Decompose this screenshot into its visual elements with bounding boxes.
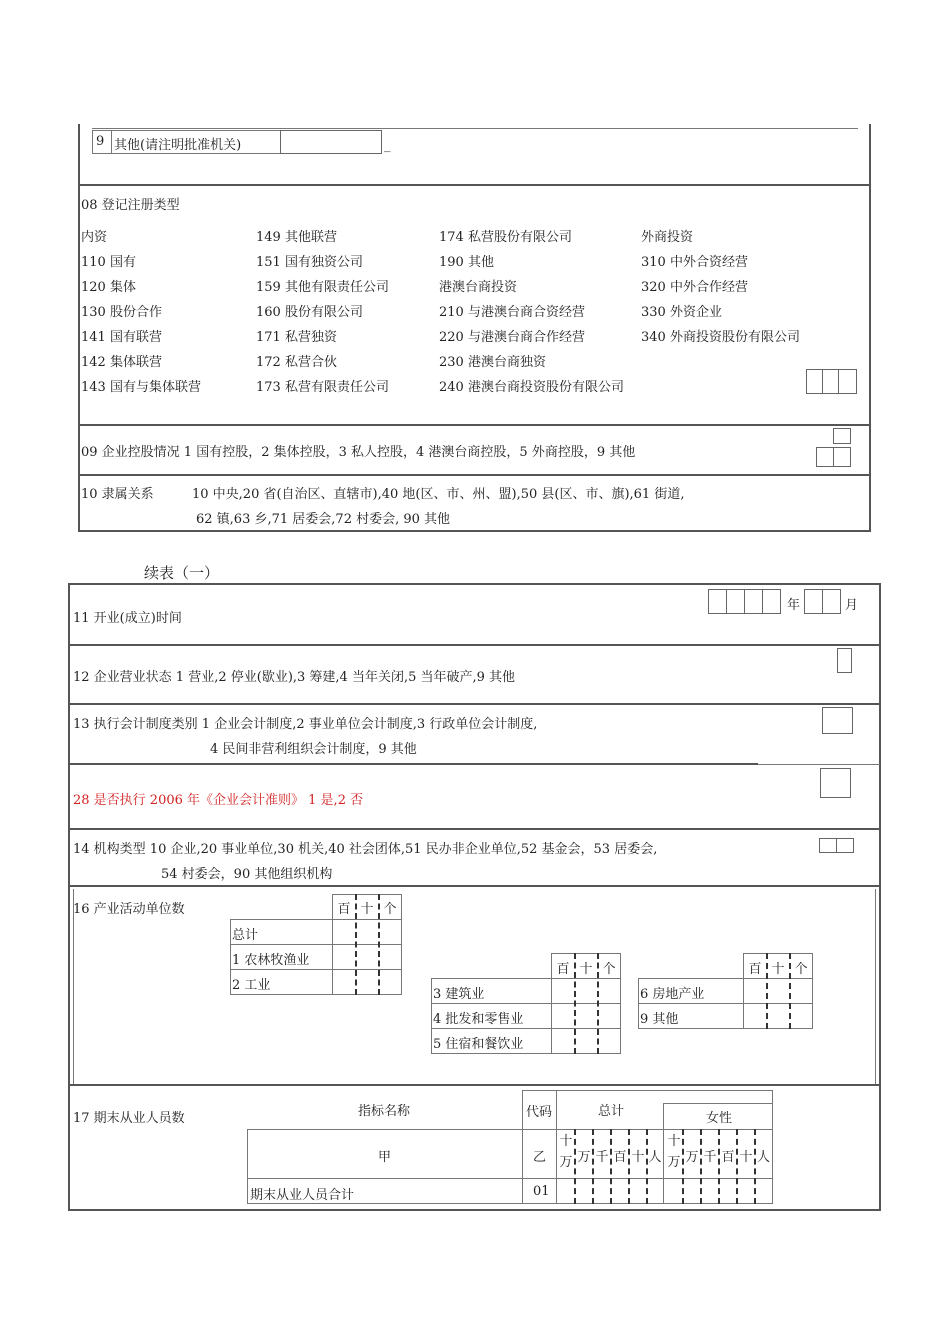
- digit-header: 个: [794, 962, 808, 977]
- s08-item: 120 集体: [81, 280, 136, 295]
- s08-item: 151 国有独资公司: [256, 255, 363, 270]
- digit-header: 百: [337, 902, 351, 917]
- s08-item: 外商投资: [641, 230, 694, 245]
- digit-header: 十万: [667, 1134, 681, 1170]
- year-digit-box[interactable]: [708, 589, 727, 614]
- industry-label: 9 其他: [640, 1012, 679, 1027]
- s17-row-label: 期末从业人员合计: [250, 1188, 355, 1203]
- digit-header: 万: [577, 1150, 591, 1165]
- digit-header: 个: [602, 962, 616, 977]
- s08-item: 内资: [81, 230, 108, 245]
- industry-label: 6 房地产业: [640, 987, 705, 1002]
- s17-h-jia: 甲: [378, 1150, 392, 1165]
- s17-title: 17 期末从业人员数: [73, 1111, 185, 1126]
- digit-header: 百: [748, 962, 762, 977]
- s08-col1: [81, 225, 201, 400]
- digit-header: 千: [703, 1150, 717, 1165]
- s08-item: 149 其他联营: [256, 230, 337, 245]
- row9-label: 其他(请注明批准机关): [114, 138, 242, 153]
- digit-header: 十: [579, 962, 593, 977]
- s08-item: 240 港澳台商投资股份有限公司: [439, 380, 624, 395]
- digit-header: 百: [556, 962, 570, 977]
- s11-label: 11 开业(成立)时间: [73, 611, 182, 626]
- s08-item: 190 其他: [439, 255, 494, 270]
- s08-item: 130 股份合作: [81, 305, 162, 320]
- month-digit-box[interactable]: [822, 589, 841, 614]
- s08-item: 173 私营有限责任公司: [256, 380, 389, 395]
- s08-item: 230 港澳台商独资: [439, 355, 546, 370]
- s08-item: 港澳台商投资: [439, 280, 518, 295]
- s17-h-female: 女性: [706, 1111, 733, 1126]
- s08-item: 142 集体联营: [81, 355, 162, 370]
- s14-code-box[interactable]: [819, 838, 837, 853]
- s08-item: 160 股份有限公司: [256, 305, 363, 320]
- s08-code-box[interactable]: [822, 369, 839, 394]
- s14-line2: 54 村委会，90 其他组织机构: [161, 867, 333, 882]
- s09-text: 09 企业控股情况 1 国有控股，2 集体控股，3 私人控股，4 港澳台商控股，5 外商控股，9 其他: [81, 445, 636, 460]
- digit-header: 百: [613, 1150, 627, 1165]
- row9-dash: _: [384, 138, 391, 153]
- s28-text: 28 是否执行 2006 年《企业会计准则》 1 是,2 否: [73, 793, 364, 808]
- s14-code-box[interactable]: [836, 838, 854, 853]
- s08-item: 320 中外合作经营: [641, 280, 748, 295]
- digit-header: 十万: [559, 1134, 573, 1170]
- s08-col4: [641, 225, 800, 350]
- s16-title: 16 产业活动单位数: [73, 902, 185, 917]
- year-digit-box[interactable]: [762, 589, 781, 614]
- s08-col2: [256, 225, 389, 400]
- s08-col3: [439, 225, 624, 400]
- s17-h-yi: 乙: [533, 1150, 547, 1165]
- row9-input[interactable]: [280, 130, 382, 154]
- month-digit-box[interactable]: [804, 589, 823, 614]
- s13-code-box[interactable]: [822, 707, 853, 734]
- s08-item: 171 私营独资: [256, 330, 337, 345]
- s17-h-name: 指标名称: [358, 1104, 411, 1119]
- s08-item: 330 外资企业: [641, 305, 722, 320]
- industry-label: 4 批发和零售业: [433, 1012, 524, 1027]
- year-digit-box[interactable]: [744, 589, 763, 614]
- digit-header: 千: [595, 1150, 609, 1165]
- industry-label: 3 建筑业: [433, 987, 485, 1002]
- digit-header: 万: [685, 1150, 699, 1165]
- s08-code-box[interactable]: [806, 369, 823, 394]
- s08-item: 143 国有与集体联营: [81, 380, 201, 395]
- digit-header: 人: [648, 1150, 662, 1165]
- s08-title: 08 登记注册类型: [81, 198, 180, 213]
- industry-label: 1 农林牧渔业: [232, 953, 310, 968]
- s09-code-box[interactable]: [833, 447, 851, 467]
- s09-code-box[interactable]: [833, 428, 851, 444]
- s08-code-box[interactable]: [838, 369, 857, 394]
- digit-header: 十: [739, 1150, 753, 1165]
- industry-label: 总计: [232, 928, 259, 943]
- year-digit-box[interactable]: [726, 589, 745, 614]
- s14-line1: 14 机构类型 10 企业,20 事业单位,30 机关,40 社会团体,51 民办非企业单位,52 基金会，53 居委会,: [73, 842, 658, 857]
- s17-row-code: 01: [533, 1184, 550, 1199]
- s08-item: 172 私营合伙: [256, 355, 337, 370]
- month-label: 月: [845, 598, 859, 613]
- industry-label: 5 住宿和餐饮业: [433, 1037, 524, 1052]
- s08-item: 141 国有联营: [81, 330, 162, 345]
- digit-header: 十: [631, 1150, 645, 1165]
- digit-header: 百: [721, 1150, 735, 1165]
- s28-code-box[interactable]: [820, 768, 851, 798]
- s12-text: 12 企业营业状态 1 营业,2 停业(歇业),3 筹建,4 当年关闭,5 当年破产,9 其他: [73, 670, 516, 685]
- s12-code-box[interactable]: [837, 648, 852, 673]
- s08-item: 220 与港澳台商合作经营: [439, 330, 585, 345]
- digit-header: 人: [756, 1150, 770, 1165]
- s08-item: 210 与港澳台商合资经营: [439, 305, 585, 320]
- s10-line1: 10 中央,20 省(自治区、直辖市),40 地(区、市、州、盟),50 县(区、市、旗),61 街道,: [192, 487, 685, 502]
- s08-item: 159 其他有限责任公司: [256, 280, 389, 295]
- digit-header: 十: [771, 962, 785, 977]
- s13-line2: 4 民间非营利组织会计制度，9 其他: [210, 742, 417, 757]
- top-bottom-border: [78, 530, 871, 532]
- s08-item: 174 私营股份有限公司: [439, 230, 572, 245]
- cont-title: 续表（一）: [144, 564, 220, 582]
- s09-code-box[interactable]: [816, 447, 834, 467]
- s08-item: 340 外商投资股份有限公司: [641, 330, 800, 345]
- s17-h-total: 总计: [598, 1104, 625, 1119]
- s10-line2: 62 镇,63 乡,71 居委会,72 村委会, 90 其他: [196, 512, 451, 527]
- s17-h-code: 代码: [526, 1105, 553, 1120]
- s10-label: 10 隶属关系: [81, 487, 154, 502]
- digit-header: 十: [360, 902, 374, 917]
- s08-item: 110 国有: [81, 255, 136, 270]
- s08-item: 310 中外合资经营: [641, 255, 748, 270]
- s13-line1: 13 执行会计制度类别 1 企业会计制度,2 事业单位会计制度,3 行政单位会计制度,: [73, 717, 538, 732]
- digit-header: 个: [383, 902, 397, 917]
- industry-label: 2 工业: [232, 978, 271, 993]
- year-label: 年: [787, 598, 801, 613]
- row9-num: 9: [96, 134, 105, 149]
